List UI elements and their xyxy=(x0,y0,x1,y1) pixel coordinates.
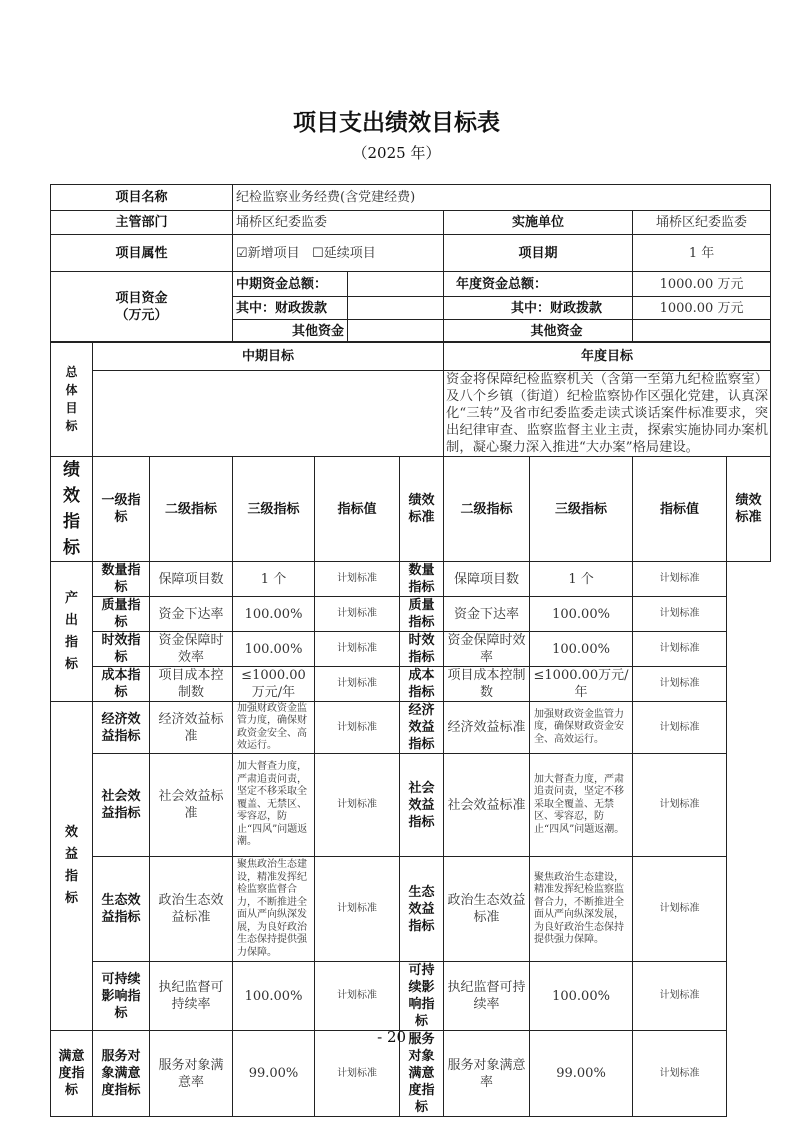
output-label-text: 产出指标 xyxy=(65,590,79,672)
year-total-value: 1000.00 万元 xyxy=(633,272,771,297)
level2-indicator-year: 经济效益指标 xyxy=(400,702,444,754)
level2-indicator: 经济效益指标 xyxy=(93,702,150,754)
name-label: 项目名称 xyxy=(51,185,233,211)
year-fiscal-label: 其中：财政拨款 xyxy=(444,297,633,320)
indicator-value: ≤1000.00万元/年 xyxy=(233,667,315,702)
level3-indicator-year: 项目成本控制数 xyxy=(444,667,530,702)
level3-indicator: 资金下达率 xyxy=(150,597,233,632)
satisfaction-indicator-label: 满意度指标 xyxy=(51,1031,93,1117)
header-std-year: 绩效标准 xyxy=(727,457,771,562)
performance-standard: 计划标准 xyxy=(315,632,400,667)
benefit-indicator-label xyxy=(51,702,93,1031)
level2-indicator-year: 数量指标 xyxy=(400,562,444,597)
performance-table xyxy=(50,341,771,1117)
level2-indicator-year: 可持续影响指标 xyxy=(400,962,444,1031)
level2-indicator-year: 生态效益指标 xyxy=(400,857,444,962)
header-std: 绩效标准 xyxy=(400,457,444,562)
level3-indicator: 执纪监督可持续率 xyxy=(150,962,233,1031)
header-l2-year: 二级指标 xyxy=(444,457,530,562)
year-goal-header: 年度目标 xyxy=(444,342,771,371)
attr-options xyxy=(233,235,444,272)
performance-standard-year: 计划标准 xyxy=(633,754,727,857)
indicator-value: 100.00% xyxy=(233,597,315,632)
performance-standard-year: 计划标准 xyxy=(633,562,727,597)
level2-indicator-year: 时效指标 xyxy=(400,632,444,667)
year-other-label: 其他资金 xyxy=(444,320,633,343)
fund-label xyxy=(51,272,233,343)
indicator-value-year: 聚焦政治生态建设，精准发挥纪检监察监督合力，不断推进全面从严向纵深发展，为良好政治生态保持提供强力保障。 xyxy=(530,857,633,962)
level3-indicator-year: 资金下达率 xyxy=(444,597,530,632)
level3-indicator: 资金保障时效率 xyxy=(150,632,233,667)
page-title: 项目支出绩效目标表 xyxy=(293,110,500,136)
perf-label xyxy=(51,457,93,562)
indicator-value-year: 100.00% xyxy=(530,597,633,632)
indicator-value: 1 个 xyxy=(233,562,315,597)
unit-value: 埇桥区纪委监委 xyxy=(633,211,771,235)
level3-indicator-year: 服务对象满意率 xyxy=(444,1031,530,1117)
indicator-value: 100.00% xyxy=(233,962,315,1031)
level3-indicator: 政治生态效益标准 xyxy=(150,857,233,962)
indicator-value: 聚焦政治生态建设，精准发挥纪检监察监督合力，不断推进全面从严向纵深发展，为良好政治生态保持提供强力保障。 xyxy=(233,857,315,962)
year-other-value xyxy=(633,320,771,343)
indicator-value: 加强财政资金监管力度，确保财政资金安全、高效运行。 xyxy=(233,702,315,754)
fund-unit: （万元） xyxy=(115,308,168,323)
output-indicator-label xyxy=(51,562,93,702)
performance-standard-year: 计划标准 xyxy=(633,962,727,1031)
indicator-value: 99.00% xyxy=(233,1031,315,1117)
indicator-row xyxy=(51,702,771,754)
perf-label-text: 绩效指标 xyxy=(63,460,80,558)
header-value-year: 指标值 xyxy=(633,457,727,562)
mid-goal-header: 中期目标 xyxy=(93,342,444,371)
indicator-value-year: 加大督查力度，严肃追责问责，坚定不移采取全覆盖、无禁区、零容忍，防止“四风”问题返潮。 xyxy=(530,754,633,857)
benefit-label-text: 效益指标 xyxy=(65,825,79,906)
level3-indicator-year: 经济效益标准 xyxy=(444,702,530,754)
indicator-row xyxy=(51,597,771,632)
page-number: - 20 - xyxy=(377,1028,416,1046)
indicator-value-year: 1 个 xyxy=(530,562,633,597)
overall-goal-text: 总体目标 xyxy=(65,365,78,433)
indicator-row xyxy=(51,562,771,597)
header-l2: 二级指标 xyxy=(150,457,233,562)
performance-standard-year: 计划标准 xyxy=(633,857,727,962)
mid-goal-text xyxy=(93,371,444,457)
level2-indicator: 社会效益指标 xyxy=(93,754,150,857)
level3-indicator-year: 保障项目数 xyxy=(444,562,530,597)
level2-indicator-year: 社会效益指标 xyxy=(400,754,444,857)
continuing-project-checkbox[interactable]: ☐延续项目 xyxy=(312,245,376,261)
level3-indicator: 项目成本控制数 xyxy=(150,667,233,702)
performance-standard-year: 计划标准 xyxy=(633,702,727,754)
level2-indicator: 数量指标 xyxy=(93,562,150,597)
indicator-value-year: 100.00% xyxy=(530,962,633,1031)
dept-label: 主管部门 xyxy=(51,211,233,235)
new-project-checkbox[interactable]: ☑新增项目 xyxy=(236,245,300,261)
project-name: 纪检监察业务经费(含党建经费) xyxy=(233,185,771,211)
header-value: 指标值 xyxy=(315,457,400,562)
level2-indicator-year: 服务对象满意度指标 xyxy=(400,1031,444,1117)
level3-indicator: 社会效益标准 xyxy=(150,754,233,857)
level3-indicator: 经济效益标准 xyxy=(150,702,233,754)
fund-label-text: 项目资金 xyxy=(115,291,168,306)
level2-indicator-year: 质量指标 xyxy=(400,597,444,632)
year-subtitle: （2025 年） xyxy=(352,144,441,162)
performance-standard: 计划标准 xyxy=(315,667,400,702)
indicator-row xyxy=(51,667,771,702)
mid-total-value xyxy=(348,272,444,297)
level2-indicator-year: 成本指标 xyxy=(400,667,444,702)
level2-indicator: 时效指标 xyxy=(93,632,150,667)
performance-standard: 计划标准 xyxy=(315,1031,400,1117)
indicator-value: 加大督查力度，严肃追责问责，坚定不移采取全覆盖、无禁区、零容忍，防止“四风”问题返潮。 xyxy=(233,754,315,857)
header-l3: 三级指标 xyxy=(233,457,315,562)
year-goal-text: 资金将保障纪检监察机关（含第一至第九纪检监察室）及八个乡镇（街道）纪检监察协作区强化党建，认真深化“三转”及省市纪委监委走读式谈话案件标准要求，突出纪律审查、监察监督主业主责，探索实施协同办案机制，凝心聚力深入推进“大办案”格局建设。 xyxy=(444,371,771,457)
indicator-value-year: 加强财政资金监管力度，确保财政资金安全、高效运行。 xyxy=(530,702,633,754)
period-value: 1 年 xyxy=(633,235,771,272)
mid-other-label: 其他资金 xyxy=(233,320,348,343)
level2-indicator: 成本指标 xyxy=(93,667,150,702)
mid-fiscal-label: 其中：财政拨款 xyxy=(233,297,348,320)
level2-indicator: 可持续影响指标 xyxy=(93,962,150,1031)
indicator-row xyxy=(51,857,771,962)
performance-standard: 计划标准 xyxy=(315,562,400,597)
mid-total-label: 中期资金总额： xyxy=(233,272,348,297)
indicator-value-year: 100.00% xyxy=(530,632,633,667)
performance-standard-year: 计划标准 xyxy=(633,597,727,632)
project-info-table xyxy=(50,184,771,343)
level2-indicator: 服务对象满意度指标 xyxy=(93,1031,150,1117)
level3-indicator-year: 执纪监督可持续率 xyxy=(444,962,530,1031)
header-l1: 一级指标 xyxy=(93,457,150,562)
performance-standard-year: 计划标准 xyxy=(633,1031,727,1117)
level3-indicator-year: 资金保障时效率 xyxy=(444,632,530,667)
overall-goal-label xyxy=(51,342,93,457)
performance-standard-year: 计划标准 xyxy=(633,632,727,667)
attr-label: 项目属性 xyxy=(51,235,233,272)
level3-indicator: 保障项目数 xyxy=(150,562,233,597)
dept-value: 埇桥区纪委监委 xyxy=(233,211,444,235)
indicator-row xyxy=(51,632,771,667)
level2-indicator: 生态效益指标 xyxy=(93,857,150,962)
header-l3-year: 三级指标 xyxy=(530,457,633,562)
performance-standard: 计划标准 xyxy=(315,597,400,632)
unit-label: 实施单位 xyxy=(444,211,633,235)
level3-indicator-year: 政治生态效益标准 xyxy=(444,857,530,962)
mid-fiscal-value xyxy=(348,297,444,320)
indicator-row xyxy=(51,754,771,857)
mid-other-value xyxy=(348,320,444,343)
indicator-row xyxy=(51,962,771,1031)
period-label: 项目期 xyxy=(444,235,633,272)
performance-standard: 计划标准 xyxy=(315,857,400,962)
indicator-value-year: ≤1000.00万元/年 xyxy=(530,667,633,702)
performance-standard-year: 计划标准 xyxy=(633,667,727,702)
year-fiscal-value: 1000.00 万元 xyxy=(633,297,771,320)
performance-standard: 计划标准 xyxy=(315,754,400,857)
level3-indicator-year: 社会效益标准 xyxy=(444,754,530,857)
performance-standard: 计划标准 xyxy=(315,962,400,1031)
indicator-value-year: 99.00% xyxy=(530,1031,633,1117)
level3-indicator: 服务对象满意率 xyxy=(150,1031,233,1117)
indicator-value: 100.00% xyxy=(233,632,315,667)
level2-indicator: 质量指标 xyxy=(93,597,150,632)
year-total-label: 年度资金总额： xyxy=(444,272,633,297)
performance-standard: 计划标准 xyxy=(315,702,400,754)
